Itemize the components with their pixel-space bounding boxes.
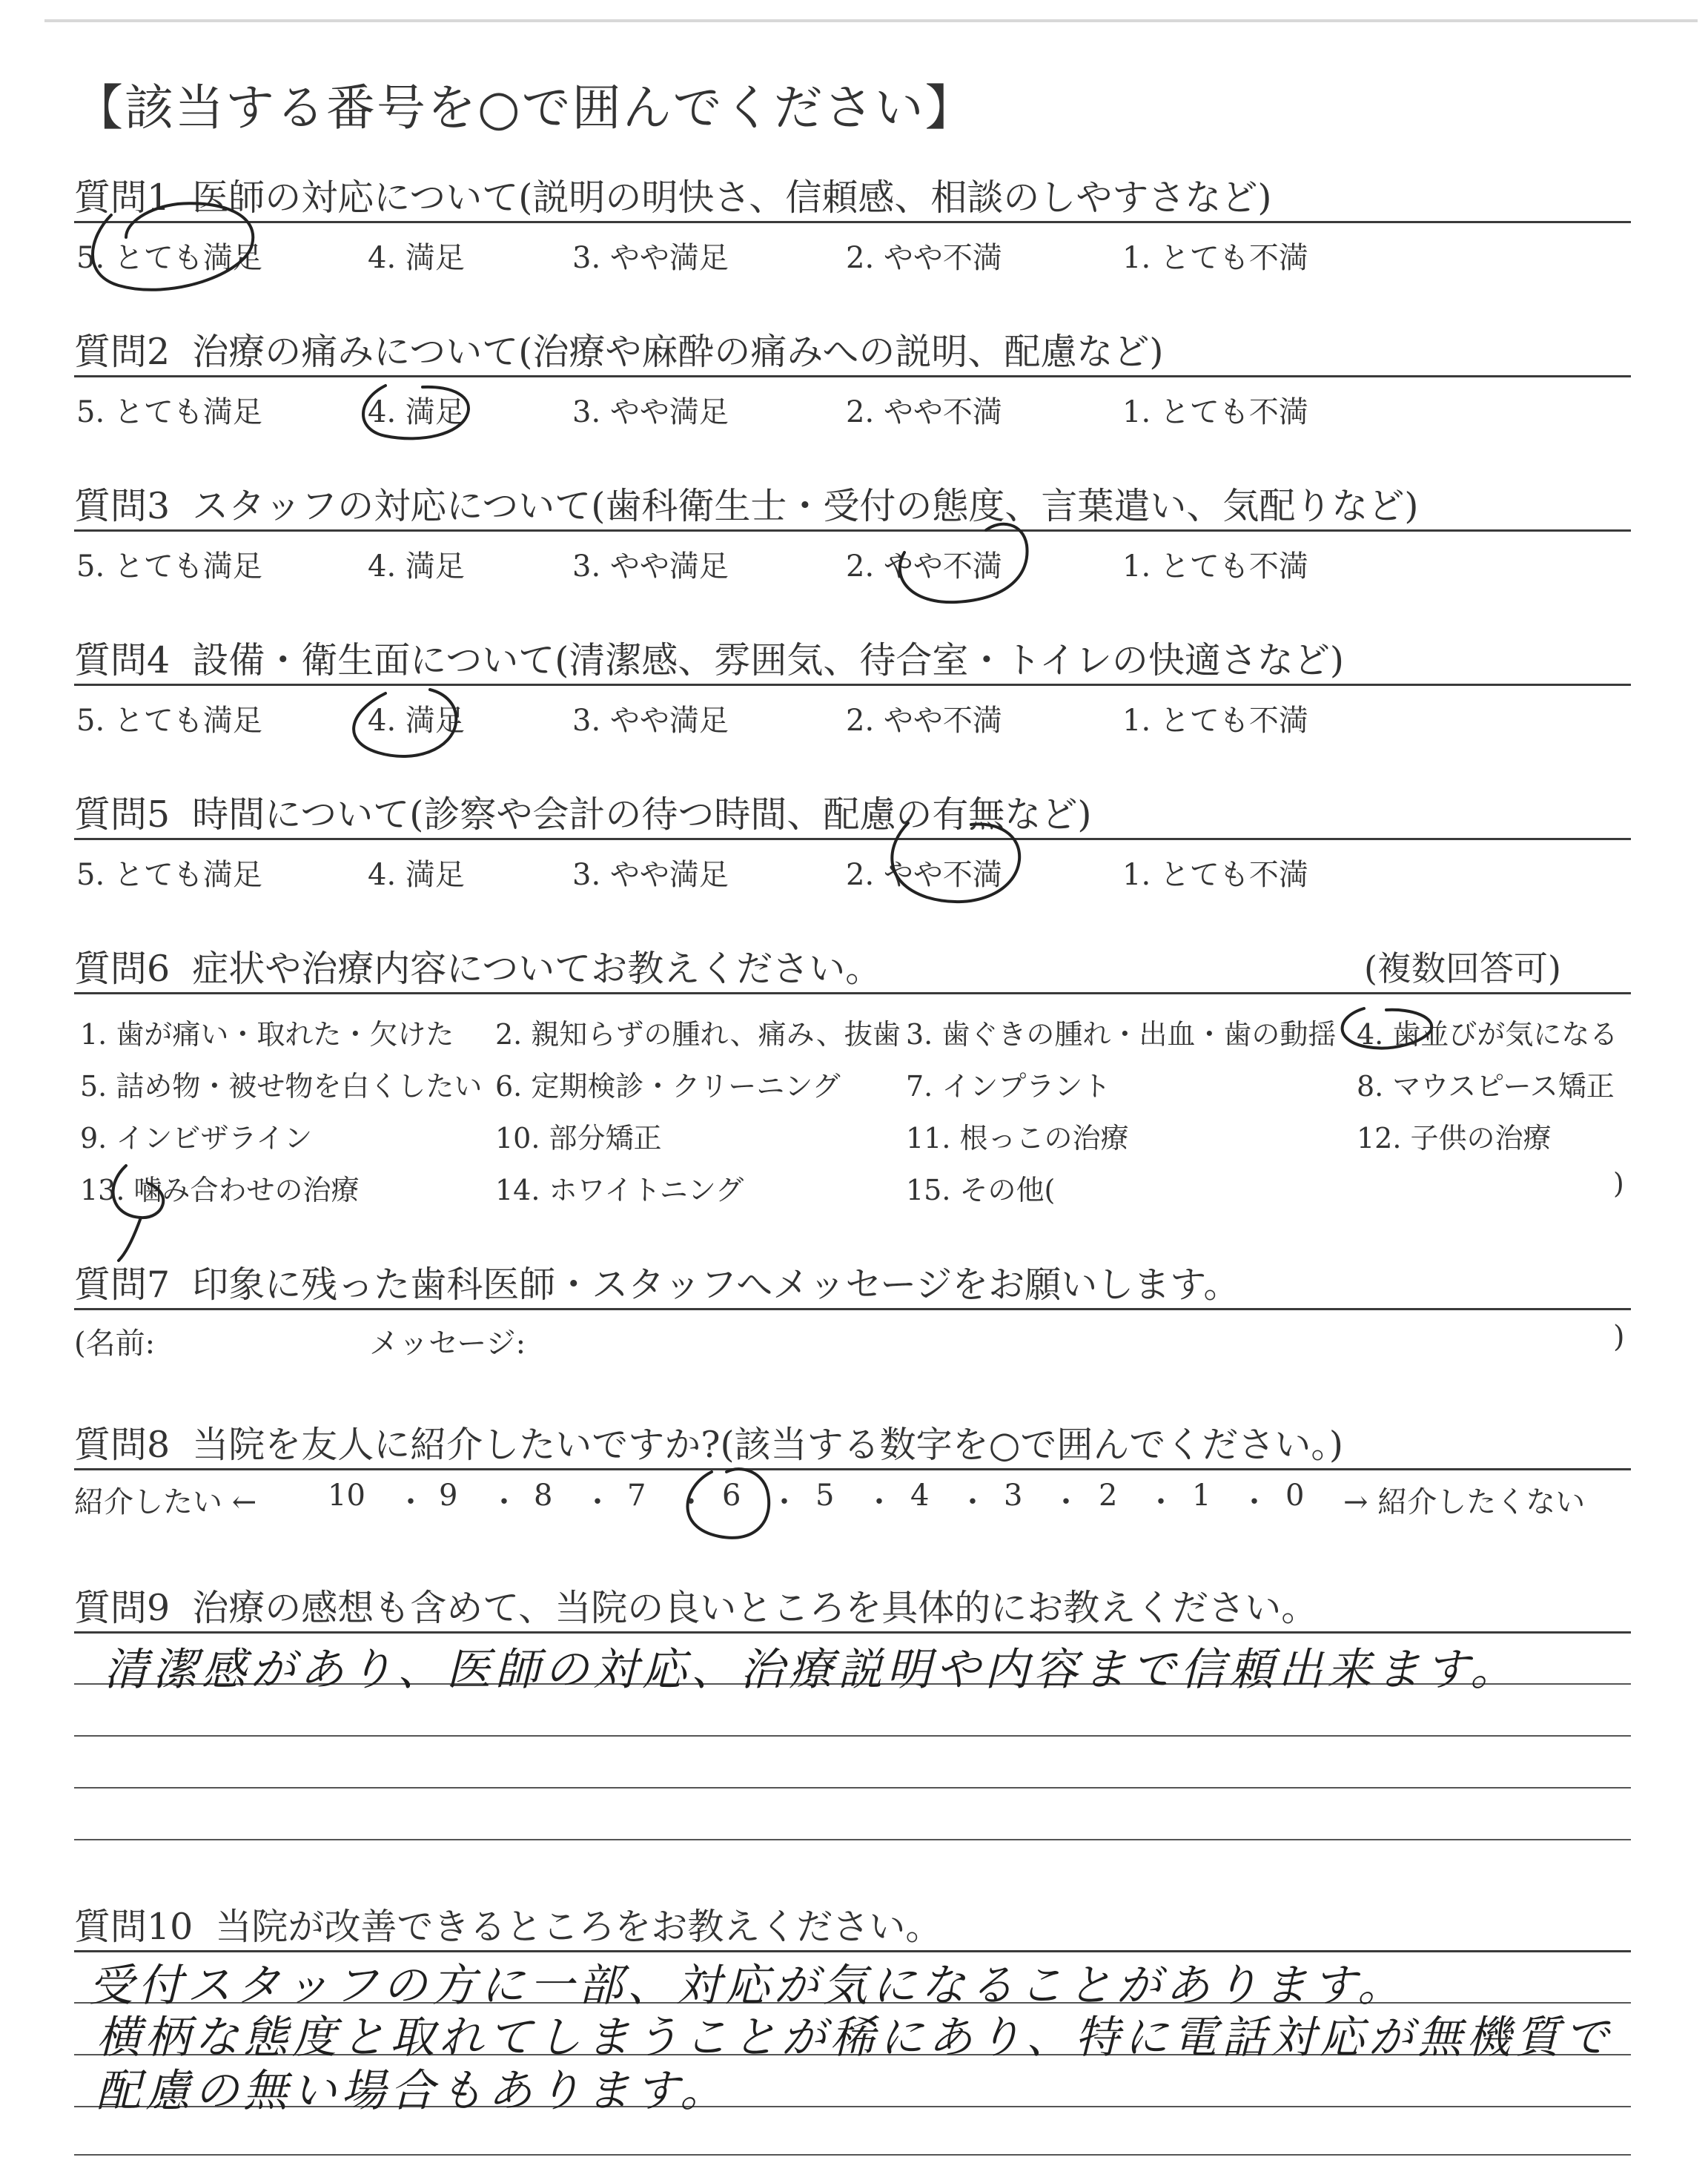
- q8-left-label: 紹介したい ←: [74, 1485, 257, 1519]
- q2-option-5[interactable]: 5. とても満足: [76, 395, 262, 429]
- answer-line: [74, 2154, 1631, 2156]
- q8-score-5[interactable]: 5: [815, 1479, 835, 1513]
- q5-option-3[interactable]: 3. やや満足: [572, 858, 729, 892]
- question-7-title: 質問7 印象に残った歯科医師・スタッフへメッセージをお願いします。: [74, 1264, 1240, 1306]
- q8-separator: ・: [1146, 1485, 1176, 1519]
- q2-option-4[interactable]: 4. 満足: [368, 395, 465, 429]
- question-6-rule: [74, 992, 1631, 994]
- q5-option-5[interactable]: 5. とても満足: [76, 858, 262, 892]
- q4-option-3[interactable]: 3. やや満足: [572, 704, 729, 738]
- question-5-title: 質問5 時間について(診察や会計の待つ時間、配慮の有無など): [74, 793, 1092, 836]
- q8-separator: ・: [676, 1485, 706, 1519]
- question-2-rule: [74, 375, 1631, 377]
- answer-line: [74, 1735, 1631, 1737]
- q8-score-0[interactable]: 0: [1285, 1479, 1305, 1513]
- question-6-note: (複数回答可): [1364, 948, 1561, 988]
- q8-separator: ・: [1239, 1485, 1269, 1519]
- q3-option-3[interactable]: 3. やや満足: [572, 549, 729, 584]
- q2-option-1[interactable]: 1. とても不満: [1122, 395, 1308, 429]
- q9-handwritten-answer[interactable]: 清潔感があり、医師の対応、治療説明や内容まで信頼出来ます。: [104, 1644, 1520, 1696]
- q4-option-4[interactable]: 4. 満足: [368, 704, 465, 738]
- q6-option-4[interactable]: 4. 歯並びが気になる: [1357, 1018, 1618, 1051]
- question-8-rule: [74, 1468, 1631, 1470]
- q8-score-10[interactable]: 10: [328, 1479, 365, 1513]
- q10-handwritten-answer-line-1[interactable]: 受付スタッフの方に一部、対応が気になることがあります。: [89, 1960, 1407, 2012]
- question-4-title: 質問4 設備・衛生面について(清潔感、雰囲気、待合室・トイレの快適さなど): [74, 639, 1344, 681]
- q1-option-3[interactable]: 3. やや満足: [572, 241, 729, 275]
- q3-option-1[interactable]: 1. とても不満: [1122, 549, 1308, 584]
- top-border: [44, 19, 1698, 22]
- question-9-title: 質問9 治療の感想も含めて、当院の良いところを具体的にお教えください。: [74, 1587, 1318, 1629]
- q4-option-2[interactable]: 2. やや不満: [846, 704, 1002, 738]
- q6-option-3[interactable]: 3. 歯ぐきの腫れ・出血・歯の動揺: [906, 1018, 1337, 1051]
- q3-option-4[interactable]: 4. 満足: [368, 549, 465, 584]
- answer-line: [74, 1787, 1631, 1789]
- q5-option-1[interactable]: 1. とても不満: [1122, 858, 1308, 892]
- q2-option-3[interactable]: 3. やや満足: [572, 395, 729, 429]
- q6-option-14[interactable]: 14. ホワイトニング: [495, 1174, 744, 1206]
- q6-option-7[interactable]: 7. インプラント: [906, 1070, 1111, 1103]
- q8-separator: ・: [489, 1485, 519, 1519]
- q8-score-8[interactable]: 8: [534, 1479, 553, 1513]
- q8-separator: ・: [958, 1485, 987, 1519]
- q6-option-11[interactable]: 11. 根っこの治療: [906, 1122, 1129, 1155]
- q6-option-13[interactable]: 13. 噛み合わせの治療: [80, 1174, 360, 1206]
- q7-message-label[interactable]: メッセージ:: [369, 1327, 526, 1361]
- question-6-title: 質問6 症状や治療内容についてお教えください。: [74, 948, 882, 990]
- question-2-title: 質問2 治療の痛みについて(治療や麻酔の痛みへの説明、配慮など): [74, 331, 1164, 373]
- q5-option-4[interactable]: 4. 満足: [368, 858, 465, 892]
- question-3-title: 質問3 スタッフの対応について(歯科衛生士・受付の態度、言葉遣い、気配りなど): [74, 485, 1419, 527]
- q4-option-5[interactable]: 5. とても満足: [76, 704, 262, 738]
- q8-score-4[interactable]: 4: [910, 1479, 930, 1513]
- q1-option-5[interactable]: 5. とても満足: [76, 241, 262, 275]
- q1-option-1[interactable]: 1. とても不満: [1122, 241, 1308, 275]
- q7-name-label: (名前:: [74, 1327, 156, 1361]
- question-5-rule: [74, 838, 1631, 840]
- form-header: 【該当する番号を○で囲んでください】: [74, 79, 976, 136]
- q6-option-8[interactable]: 8. マウスピース矯正: [1357, 1070, 1615, 1103]
- q3-option-2[interactable]: 2. やや不満: [846, 549, 1002, 584]
- question-7-rule: [74, 1308, 1631, 1310]
- question-9-rule: [74, 1631, 1631, 1634]
- q6-option-1[interactable]: 1. 歯が痛い・取れた・欠けた: [80, 1018, 454, 1051]
- q2-option-2[interactable]: 2. やや不満: [846, 395, 1002, 429]
- q8-score-1[interactable]: 1: [1192, 1479, 1211, 1513]
- q6-option-2[interactable]: 2. 親知らずの腫れ、痛み、抜歯: [495, 1018, 901, 1051]
- q8-score-7[interactable]: 7: [627, 1479, 646, 1513]
- q8-score-6[interactable]: 6: [722, 1479, 741, 1513]
- q1-option-2[interactable]: 2. やや不満: [846, 241, 1002, 275]
- q5-option-2[interactable]: 2. やや不満: [846, 858, 1002, 892]
- q8-right-label: → 紹介したくない: [1343, 1485, 1586, 1519]
- q6-option-12[interactable]: 12. 子供の治療: [1357, 1122, 1552, 1155]
- question-3-rule: [74, 529, 1631, 532]
- q6-option-15[interactable]: 15. その他(: [906, 1174, 1056, 1206]
- q8-separator: ・: [1051, 1485, 1081, 1519]
- q10-handwritten-answer-line-3[interactable]: 配慮の無い場合もあります。: [96, 2065, 729, 2117]
- q8-score-2[interactable]: 2: [1099, 1479, 1118, 1513]
- q6-option-5[interactable]: 5. 詰め物・被せ物を白くしたい: [80, 1070, 483, 1103]
- q6-option-9[interactable]: 9. インビザライン: [80, 1122, 313, 1155]
- q8-score-3[interactable]: 3: [1004, 1479, 1023, 1513]
- q8-separator: ・: [396, 1485, 426, 1519]
- q8-separator: ・: [769, 1485, 799, 1519]
- q6-option-10[interactable]: 10. 部分矯正: [495, 1122, 662, 1155]
- q4-option-1[interactable]: 1. とても不満: [1122, 704, 1308, 738]
- q7-close-paren: ): [1613, 1320, 1625, 1354]
- question-1-rule: [74, 221, 1631, 223]
- q8-separator: ・: [583, 1485, 612, 1519]
- q8-score-9[interactable]: 9: [439, 1479, 458, 1513]
- q6-option-6[interactable]: 6. 定期検診・クリーニング: [495, 1070, 841, 1103]
- answer-line: [74, 1839, 1631, 1840]
- question-1-title: 質問1 医師の対応について(説明の明快さ、信頼感、相談のしやすさなど): [74, 176, 1272, 219]
- question-10-title: 質問10 当院が改善できるところをお教えください。: [74, 1906, 942, 1948]
- q6-option-15-close: ): [1613, 1167, 1624, 1200]
- question-8-title: 質問8 当院を友人に紹介したいですか?(該当する数字を○で囲んでください。): [74, 1424, 1343, 1466]
- q3-option-5[interactable]: 5. とても満足: [76, 549, 262, 584]
- q1-option-4[interactable]: 4. 満足: [368, 241, 465, 275]
- q10-handwritten-answer-line-2[interactable]: 横柄な態度と取れてしまうことが稀にあり、特に電話対応が無機質で: [96, 2012, 1613, 2064]
- q8-separator: ・: [864, 1485, 894, 1519]
- question-4-rule: [74, 684, 1631, 686]
